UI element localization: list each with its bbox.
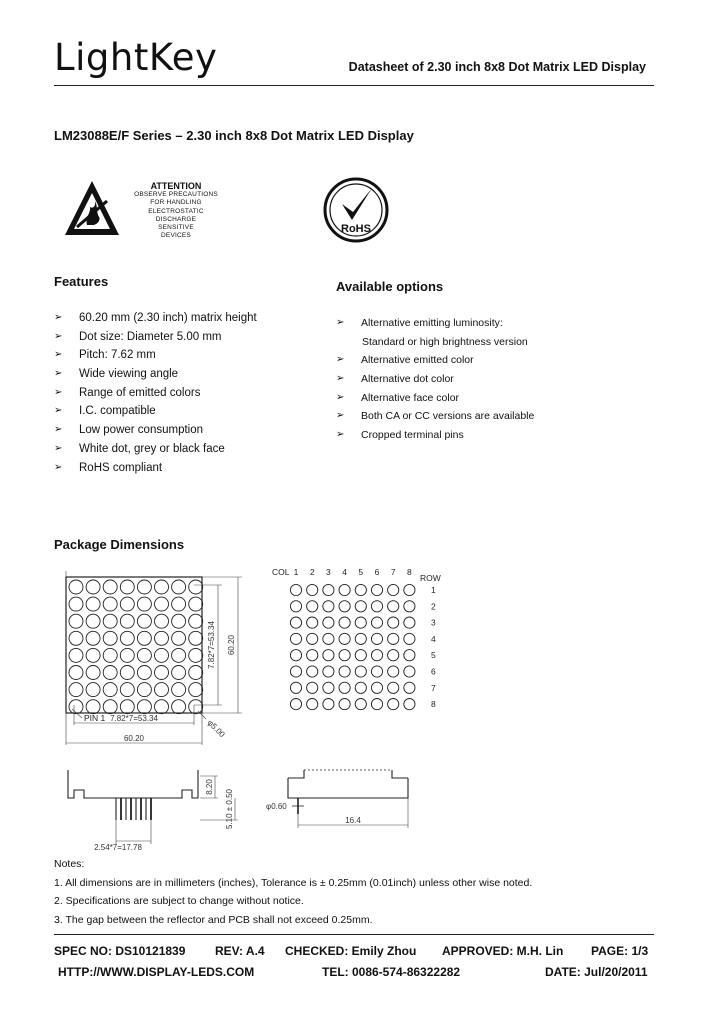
revision: REV: A.4 xyxy=(215,944,265,958)
led-dot xyxy=(155,580,169,594)
list-item: ➢ Range of emitted colors xyxy=(54,384,324,403)
led-dot xyxy=(172,597,186,611)
matrix-dot xyxy=(323,584,334,595)
led-dot xyxy=(69,700,83,714)
matrix-dot xyxy=(323,633,334,644)
attention-line: DEVICES xyxy=(161,232,191,240)
row-number: 2 xyxy=(431,601,436,612)
matrix-dot xyxy=(307,650,318,661)
led-dot xyxy=(86,580,100,594)
led-dot xyxy=(120,631,134,645)
depth-dimension: 16.4 xyxy=(345,816,361,825)
led-dot xyxy=(137,614,151,628)
matrix-dot xyxy=(323,699,334,710)
column-number: 4 xyxy=(342,567,347,577)
options-title: Available options xyxy=(336,279,444,294)
matrix-dot xyxy=(371,666,382,677)
matrix-dot xyxy=(323,601,334,612)
matrix-dot xyxy=(388,584,399,595)
led-dot xyxy=(103,683,117,697)
list-item: ➢ I.C. compatible xyxy=(54,402,324,421)
led-dot xyxy=(189,597,203,611)
matrix-dot xyxy=(290,633,301,644)
matrix-dot xyxy=(404,666,415,677)
led-dot xyxy=(86,631,100,645)
vertical-pitch-dimension: 7.82*7=53.34 xyxy=(207,621,216,669)
led-dot xyxy=(120,597,134,611)
profile-body-outline xyxy=(288,778,408,798)
arrow-bullet-icon: ➢ xyxy=(336,410,345,422)
row-numbers xyxy=(431,585,436,709)
led-dot xyxy=(137,580,151,594)
matrix-dot xyxy=(355,666,366,677)
page-number: PAGE: 1/3 xyxy=(591,944,649,958)
led-dot xyxy=(137,631,151,645)
matrix-dot xyxy=(371,584,382,595)
led-dot xyxy=(86,683,100,697)
led-dot xyxy=(155,700,169,714)
led-dot xyxy=(120,683,134,697)
matrix-dot xyxy=(290,699,301,710)
led-dot xyxy=(86,597,100,611)
row-number: 4 xyxy=(431,633,436,644)
footer-divider xyxy=(54,934,654,935)
led-dot xyxy=(189,666,203,680)
arrow-bullet-icon: ➢ xyxy=(54,405,63,417)
led-dot xyxy=(189,648,203,662)
led-dot xyxy=(69,683,83,697)
note-item: 3. The gap between the reflector and PCB shall not exceed 0.25mm. xyxy=(54,914,373,927)
led-dot xyxy=(172,666,186,680)
led-dot xyxy=(189,614,203,628)
matrix-dot xyxy=(388,617,399,628)
column-number: 3 xyxy=(326,567,331,577)
led-dot xyxy=(189,580,203,594)
matrix-dot xyxy=(371,601,382,612)
column-number: 5 xyxy=(358,567,364,577)
list-item: ➢ Dot size: Diameter 5.00 mm xyxy=(54,328,324,347)
arrow-bullet-icon: ➢ xyxy=(54,442,63,454)
matrix-dot xyxy=(339,617,350,628)
matrix-dot xyxy=(323,682,334,693)
esd-attention-notice xyxy=(120,181,232,241)
led-dot xyxy=(120,666,134,680)
side-view-drawing xyxy=(60,768,250,853)
profile-view-drawing xyxy=(262,768,442,833)
led-dot xyxy=(155,666,169,680)
matrix-dot-grid xyxy=(290,584,415,709)
list-item: ➢ Low power consumption xyxy=(54,421,324,440)
attention-title: ATTENTION xyxy=(150,181,202,191)
matrix-dot xyxy=(339,633,350,644)
led-dot xyxy=(172,700,186,714)
arrow-bullet-icon: ➢ xyxy=(54,312,63,323)
matrix-dot xyxy=(404,650,415,661)
matrix-schematic xyxy=(268,562,448,722)
matrix-dot xyxy=(404,601,415,612)
header-divider xyxy=(54,85,654,86)
front-dot-grid xyxy=(69,580,203,714)
led-dot xyxy=(137,700,151,714)
led-dot xyxy=(69,614,83,628)
list-item: ➢ Alternative emitted color xyxy=(336,351,656,370)
attention-line: DISCHARGE xyxy=(155,215,197,223)
matrix-dot xyxy=(355,650,366,661)
website-link[interactable]: HTTP://WWW.DISPLAY-LEDS.COM xyxy=(58,965,255,979)
rohs-check-icon xyxy=(322,176,390,244)
led-dot xyxy=(172,648,186,662)
col-label: COL xyxy=(272,567,290,577)
row-number: 6 xyxy=(431,666,436,677)
front-view-drawing xyxy=(54,565,254,755)
note-item: 1. All dimensions are in millimeters (inches), Tolerance is ± 0.25mm (0.01inch) unless other wise noted. xyxy=(54,876,533,889)
arrow-bullet-icon: ➢ xyxy=(336,354,345,366)
matrix-dot xyxy=(388,699,399,710)
led-dot xyxy=(103,597,117,611)
list-item: ➢ Cropped terminal pins xyxy=(336,426,656,445)
matrix-dot xyxy=(307,699,318,710)
matrix-dot xyxy=(290,617,301,628)
arrow-bullet-icon: ➢ xyxy=(54,386,63,398)
matrix-dot xyxy=(355,682,366,693)
led-dot xyxy=(86,648,100,662)
matrix-dot xyxy=(307,682,318,693)
document-title: Datasheet of 2.30 inch 8x8 Dot Matrix LED Display xyxy=(348,60,646,74)
approved-by: APPROVED: M.H. Lin xyxy=(442,944,564,958)
matrix-dot xyxy=(323,650,334,661)
led-dot xyxy=(86,700,100,714)
led-dot xyxy=(120,580,134,594)
list-item: ➢ Wide viewing angle xyxy=(54,365,324,384)
led-dot xyxy=(172,614,186,628)
matrix-dot xyxy=(404,699,415,710)
options-list xyxy=(336,314,656,445)
row-number: 1 xyxy=(431,585,436,595)
led-dot xyxy=(103,700,117,714)
column-numbers xyxy=(294,567,412,577)
matrix-dot xyxy=(323,617,334,628)
led-dot xyxy=(69,648,83,662)
led-dot xyxy=(103,666,117,680)
row-number: 8 xyxy=(431,699,436,710)
led-dot xyxy=(103,631,117,645)
column-number: 6 xyxy=(374,567,380,577)
pin-length-dimension: 5.10 ± 0.50 xyxy=(225,789,234,829)
matrix-dot xyxy=(371,699,382,710)
led-dot xyxy=(120,614,134,628)
height-dimension: 60.20 xyxy=(227,634,236,656)
column-number: 1 xyxy=(293,567,299,577)
led-dot xyxy=(189,700,203,714)
matrix-dot xyxy=(404,682,415,693)
row-label: ROW xyxy=(420,573,441,583)
matrix-dot xyxy=(339,650,350,661)
matrix-dot xyxy=(339,584,350,595)
list-item: ➢ 60.20 mm (2.30 inch) matrix height xyxy=(54,309,324,328)
led-dot xyxy=(137,648,151,662)
matrix-dot xyxy=(307,584,318,595)
matrix-dot xyxy=(355,699,366,710)
arrow-bullet-icon: ➢ xyxy=(54,330,63,342)
arrow-bullet-icon: ➢ xyxy=(336,429,345,441)
led-dot xyxy=(155,648,169,662)
row-number: 3 xyxy=(431,617,436,628)
matrix-dot xyxy=(388,650,399,661)
esd-warning-triangle-icon xyxy=(63,179,121,237)
row-number: 5 xyxy=(431,650,436,661)
led-dot xyxy=(86,614,100,628)
led-dot xyxy=(69,597,83,611)
pin1-label: PIN 1 xyxy=(84,713,106,723)
led-dot xyxy=(172,580,186,594)
led-dot xyxy=(172,631,186,645)
led-dot xyxy=(69,631,83,645)
column-number: 2 xyxy=(309,567,315,577)
pin-diameter-dimension: φ0.60 xyxy=(266,802,287,811)
matrix-dot xyxy=(339,699,350,710)
arrow-bullet-icon: ➢ xyxy=(336,373,345,385)
led-dot xyxy=(137,666,151,680)
side-body-outline xyxy=(68,770,198,798)
matrix-dot xyxy=(307,633,318,644)
arrow-bullet-icon: ➢ xyxy=(54,349,63,361)
column-number: 8 xyxy=(407,567,412,577)
pin-pitch-dimension: 2.54*7=17.78 xyxy=(94,843,142,852)
matrix-dot xyxy=(323,666,334,677)
led-dot xyxy=(103,648,117,662)
matrix-dot xyxy=(355,633,366,644)
led-dot xyxy=(103,614,117,628)
matrix-dot xyxy=(355,601,366,612)
led-dot xyxy=(69,580,83,594)
led-dot xyxy=(86,666,100,680)
checked-by: CHECKED: Emily Zhou xyxy=(285,944,417,958)
arrow-bullet-icon: ➢ xyxy=(54,461,63,473)
spec-number: SPEC NO: DS10121839 xyxy=(54,944,186,958)
features-list xyxy=(54,309,324,477)
document-date: DATE: Jul/20/2011 xyxy=(545,965,648,979)
led-dot xyxy=(155,683,169,697)
thickness-dimension: 8.20 xyxy=(205,779,214,795)
arrow-bullet-icon: ➢ xyxy=(54,424,63,436)
notes-section xyxy=(54,855,532,930)
led-dot xyxy=(120,700,134,714)
dot-diameter-dimension: φ5.00 xyxy=(205,718,227,740)
rohs-label: RoHS xyxy=(341,223,371,235)
led-dot xyxy=(103,580,117,594)
led-dot xyxy=(155,631,169,645)
list-item: ➢ Pitch: 7.62 mm xyxy=(54,346,324,365)
list-item: ➢ Alternative dot color xyxy=(336,370,656,389)
matrix-dot xyxy=(307,601,318,612)
matrix-dot xyxy=(388,601,399,612)
package-title: Package Dimensions xyxy=(54,537,185,552)
arrow-bullet-icon: ➢ xyxy=(54,368,63,380)
matrix-dot xyxy=(404,617,415,628)
matrix-dot xyxy=(371,682,382,693)
arrow-bullet-icon: ➢ xyxy=(336,317,345,328)
matrix-dot xyxy=(339,601,350,612)
matrix-dot xyxy=(371,650,382,661)
arrow-bullet-icon: ➢ xyxy=(336,391,345,403)
attention-line: ELECTROSTATIC xyxy=(148,207,204,215)
list-item: ➢ White dot, grey or black face xyxy=(54,440,324,459)
matrix-dot xyxy=(307,666,318,677)
series-title: LM23088E/F Series – 2.30 inch 8x8 Dot Matrix LED Display xyxy=(54,128,414,143)
led-dot xyxy=(189,631,203,645)
led-dot xyxy=(137,683,151,697)
attention-line: FOR HANDLING xyxy=(150,199,202,207)
list-item: ➢ Alternative emitting luminosity: xyxy=(336,314,656,333)
horizontal-pitch-dimension: 7.82*7=53.34 xyxy=(110,714,158,723)
telephone: TEL: 0086-574-86322282 xyxy=(322,965,461,979)
matrix-dot xyxy=(290,584,301,595)
row-number: 7 xyxy=(431,682,436,693)
list-item: ➢ RoHS compliant xyxy=(54,459,324,478)
matrix-dot xyxy=(388,666,399,677)
matrix-dot xyxy=(388,633,399,644)
matrix-dot xyxy=(371,633,382,644)
list-item: Standard or high brightness version xyxy=(362,335,528,348)
led-dot xyxy=(69,666,83,680)
list-item: ➢ Alternative face color xyxy=(336,389,656,408)
matrix-dot xyxy=(355,584,366,595)
led-dot xyxy=(120,648,134,662)
matrix-dot xyxy=(290,650,301,661)
pin-row xyxy=(116,798,151,820)
matrix-dot xyxy=(388,682,399,693)
matrix-dot xyxy=(371,617,382,628)
matrix-dot xyxy=(355,617,366,628)
features-title: Features xyxy=(54,274,109,289)
list-item: ➢ Both CA or CC versions are available xyxy=(336,407,656,426)
matrix-dot xyxy=(339,682,350,693)
matrix-dot xyxy=(404,584,415,595)
matrix-dot xyxy=(307,617,318,628)
attention-line: OBSERVE PRECAUTIONS xyxy=(134,191,218,198)
led-dot xyxy=(189,683,203,697)
matrix-dot xyxy=(290,682,301,693)
notes-title: Notes: xyxy=(54,858,85,870)
matrix-dot xyxy=(339,666,350,677)
led-dot xyxy=(137,597,151,611)
attention-line: SENSITIVE xyxy=(158,224,194,232)
matrix-dot xyxy=(290,601,301,612)
led-dot xyxy=(172,683,186,697)
led-dot xyxy=(155,614,169,628)
led-dot xyxy=(155,597,169,611)
company-logo: LightKey xyxy=(54,36,218,79)
note-item: 2. Specifications are subject to change without notice. xyxy=(54,895,304,908)
matrix-dot xyxy=(290,666,301,677)
column-number: 7 xyxy=(390,567,396,577)
width-dimension: 60.20 xyxy=(123,734,145,743)
matrix-dot xyxy=(404,633,415,644)
